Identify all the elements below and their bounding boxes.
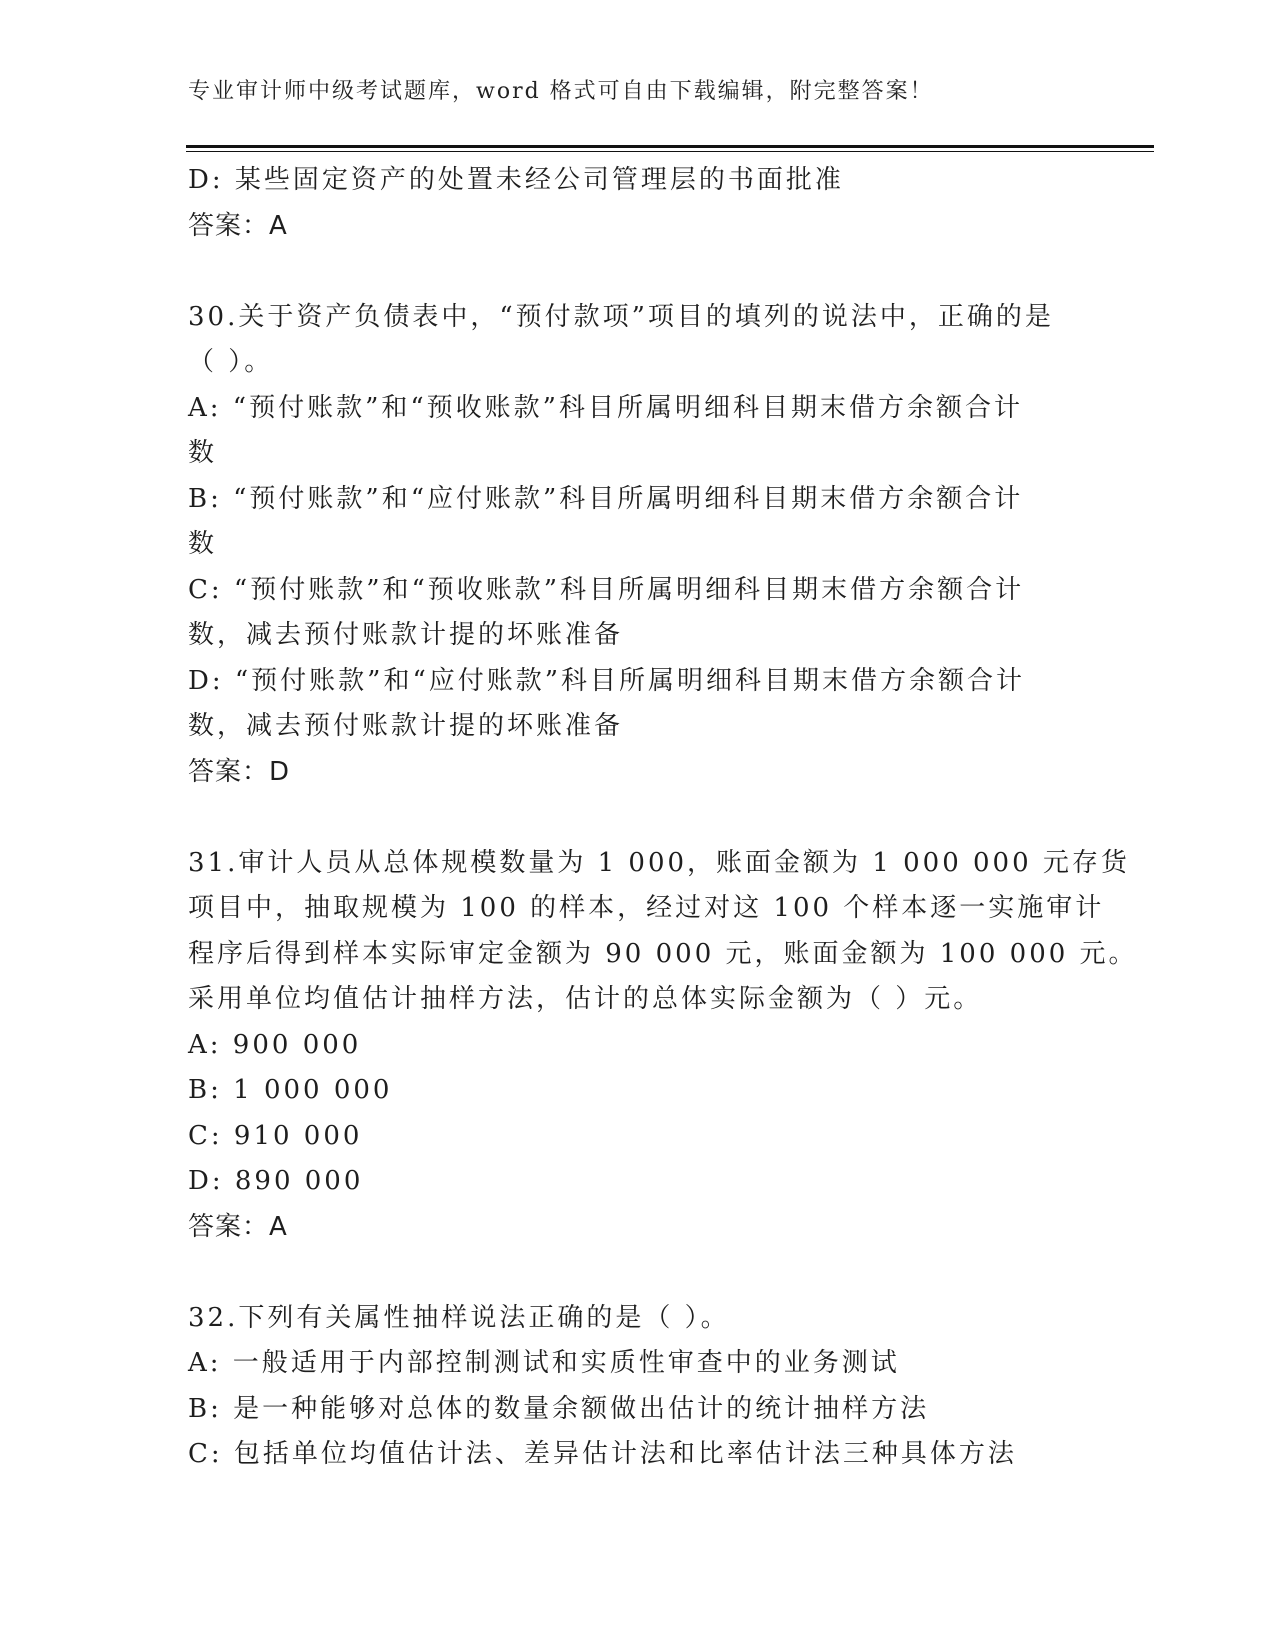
option-b: B: “预付账款”和“应付账款”科目所属明细科目期末借方余额合计 — [188, 483, 1024, 514]
spacer — [188, 1250, 1088, 1296]
option-d: D: 890 000 — [188, 1166, 364, 1196]
option-d: D: 某些固定资产的处置未经公司管理层的书面批准 — [188, 165, 844, 195]
question-stem: 采用单位均值估计抽样方法，估计的总体实际金额为（ ）元。 — [188, 984, 983, 1014]
option-a: A: “预付账款”和“预收账款”科目所属明细科目期末借方余额合计 — [188, 392, 1023, 423]
option-d-cont: 数，减去预付账款计提的坏账准备 — [188, 711, 624, 741]
answer-line: 答案：A — [188, 1211, 288, 1242]
answer-line: 答案：D — [188, 756, 291, 787]
document-body — [188, 158, 1138, 1478]
option-b-cont: 数 — [188, 529, 218, 559]
option-a: A: 900 000 — [188, 1029, 362, 1060]
option-a: A: 一般适用于内部控制测试和实质性审查中的业务测试 — [188, 1348, 900, 1378]
prev-question-tail — [188, 158, 1088, 249]
question-stem: 30.关于资产负债表中，“预付款项”项目的填列的说法中，正确的是 — [188, 301, 1054, 332]
answer-line: 答案：A — [188, 210, 288, 241]
header-rule-thin — [186, 151, 1154, 152]
question-stem: 32.下列有关属性抽样说法正确的是（ ）。 — [188, 1302, 730, 1333]
spacer — [188, 795, 1088, 841]
header-rule-thick — [186, 145, 1154, 148]
option-c-cont: 数，减去预付账款计提的坏账准备 — [188, 620, 624, 650]
question-stem: 项目中，抽取规模为 100 的样本，经过对这 100 个样本逐一实施审计 — [188, 893, 1105, 923]
option-d: D: “预付账款”和“应付账款”科目所属明细科目期末借方余额合计 — [188, 665, 1026, 696]
option-c: C: “预付账款”和“预收账款”科目所属明细科目期末借方余额合计 — [188, 574, 1025, 605]
page-header: 专业审计师中级考试题库，word 格式可自由下载编辑，附完整答案！ — [188, 79, 934, 104]
question-stem: 31.审计人员从总体规模数量为 1 000，账面金额为 1 000 000 元存货 — [188, 847, 1130, 878]
question-32 — [188, 1296, 1088, 1478]
option-b: B: 是一种能够对总体的数量余额做出估计的统计抽样方法 — [188, 1393, 930, 1424]
option-a-cont: 数 — [188, 438, 218, 468]
question-31 — [188, 841, 1138, 1251]
question-30 — [188, 295, 1088, 796]
option-c: C: 910 000 — [188, 1120, 363, 1151]
option-c: C: 包括单位均值估计法、差异估计法和比率估计法三种具体方法 — [188, 1439, 1017, 1469]
question-stem: （ ）。 — [188, 347, 274, 377]
option-b: B: 1 000 000 — [188, 1075, 393, 1105]
question-stem: 程序后得到样本实际审定金额为 90 000 元，账面金额为 100 000 元。 — [188, 938, 1138, 969]
spacer — [188, 249, 1088, 295]
